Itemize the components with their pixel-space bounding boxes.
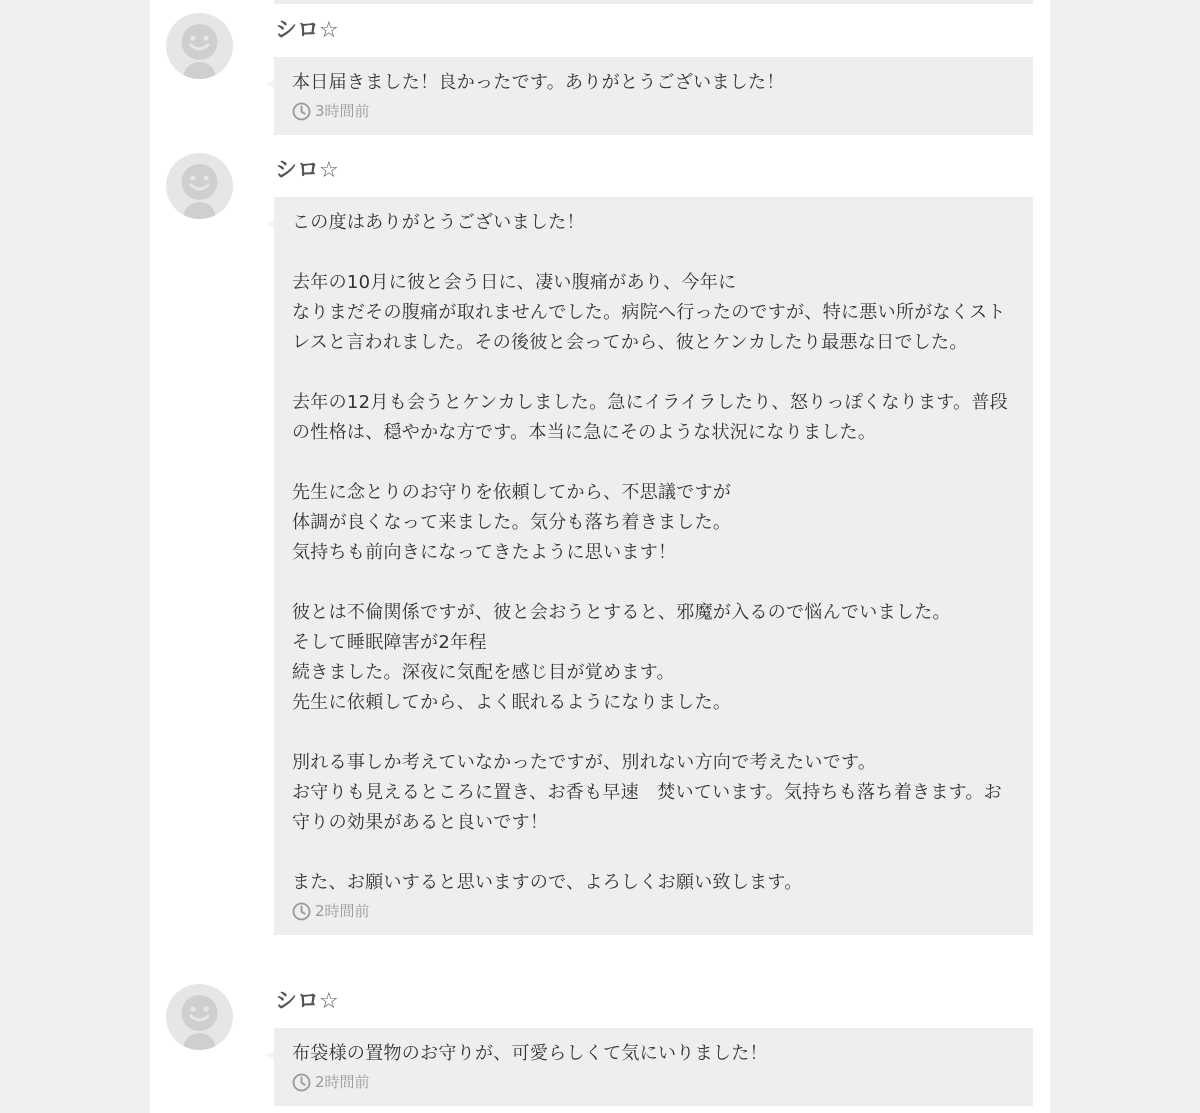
user-avatar-icon[interactable] — [166, 13, 233, 79]
message-text: 本日届きました！良かったです。ありがとうございました！ — [292, 72, 785, 93]
clock-icon — [292, 102, 311, 121]
user-avatar-icon[interactable] — [166, 984, 233, 1050]
timestamp-label: 3時間前 — [315, 102, 370, 120]
message-bubble — [274, 57, 1033, 135]
user-avatar-icon[interactable] — [166, 153, 233, 219]
message-timestamp — [292, 101, 1017, 121]
message-timestamp — [292, 901, 1017, 921]
previous-message-bubble-edge — [274, 0, 1033, 4]
message-timestamp — [292, 1072, 1017, 1092]
clock-icon — [292, 1073, 311, 1092]
author-name[interactable]: シロ☆ — [275, 989, 339, 1014]
message-bubble — [274, 197, 1033, 935]
comment-panel — [150, 0, 1050, 1113]
message-bubble — [274, 1028, 1033, 1106]
message-text: 布袋様の置物のお守りが、可愛らしくて気にいりました！ — [292, 1043, 768, 1064]
timestamp-label: 2時間前 — [315, 902, 370, 920]
author-name[interactable]: シロ☆ — [275, 158, 339, 183]
author-name[interactable]: シロ☆ — [275, 18, 339, 43]
clock-icon — [292, 902, 311, 921]
message-text: この度はありがとうございました！ 去年の10月に彼と会う日に、凄い腹痛があり、今年に なりまだその腹痛が取れませんでした。病院へ行ったのですが、特に悪い所がなくストレスと言われました。その後彼と会ってから、彼とケンカしたり最悪な日でした。 去年の12月も会うとケンカしました。急にイライラしたり、怒りっぽくなります。普段の性格は、穏やかな方です。本当に急にそのような状況になりました。 先生に念とりのお守りを依頼してから、不思議ですが 体調が良くなって来ました。気分も落ち着きました。 気持ちも前向きになってきたように思います！ 彼とは不倫関係ですが、彼と会おうとすると、邪魔が入るので悩んでいました。 そして睡眠障害が2年程 続きました。深夜に気配を感じ目が覚めます。 先生に依頼してから、よく眠れるようになりました。 別れる事しか考えていなかったですが、別れない方向で考えたいです。 お守りも見えるところに置き、お香も早速 焚いています。気持ちも落ち着きます。お守りの効果があると良いです！ また、お願いすると思いますので、よろしくお願い致します。 — [292, 212, 1009, 893]
timestamp-label: 2時間前 — [315, 1073, 370, 1091]
